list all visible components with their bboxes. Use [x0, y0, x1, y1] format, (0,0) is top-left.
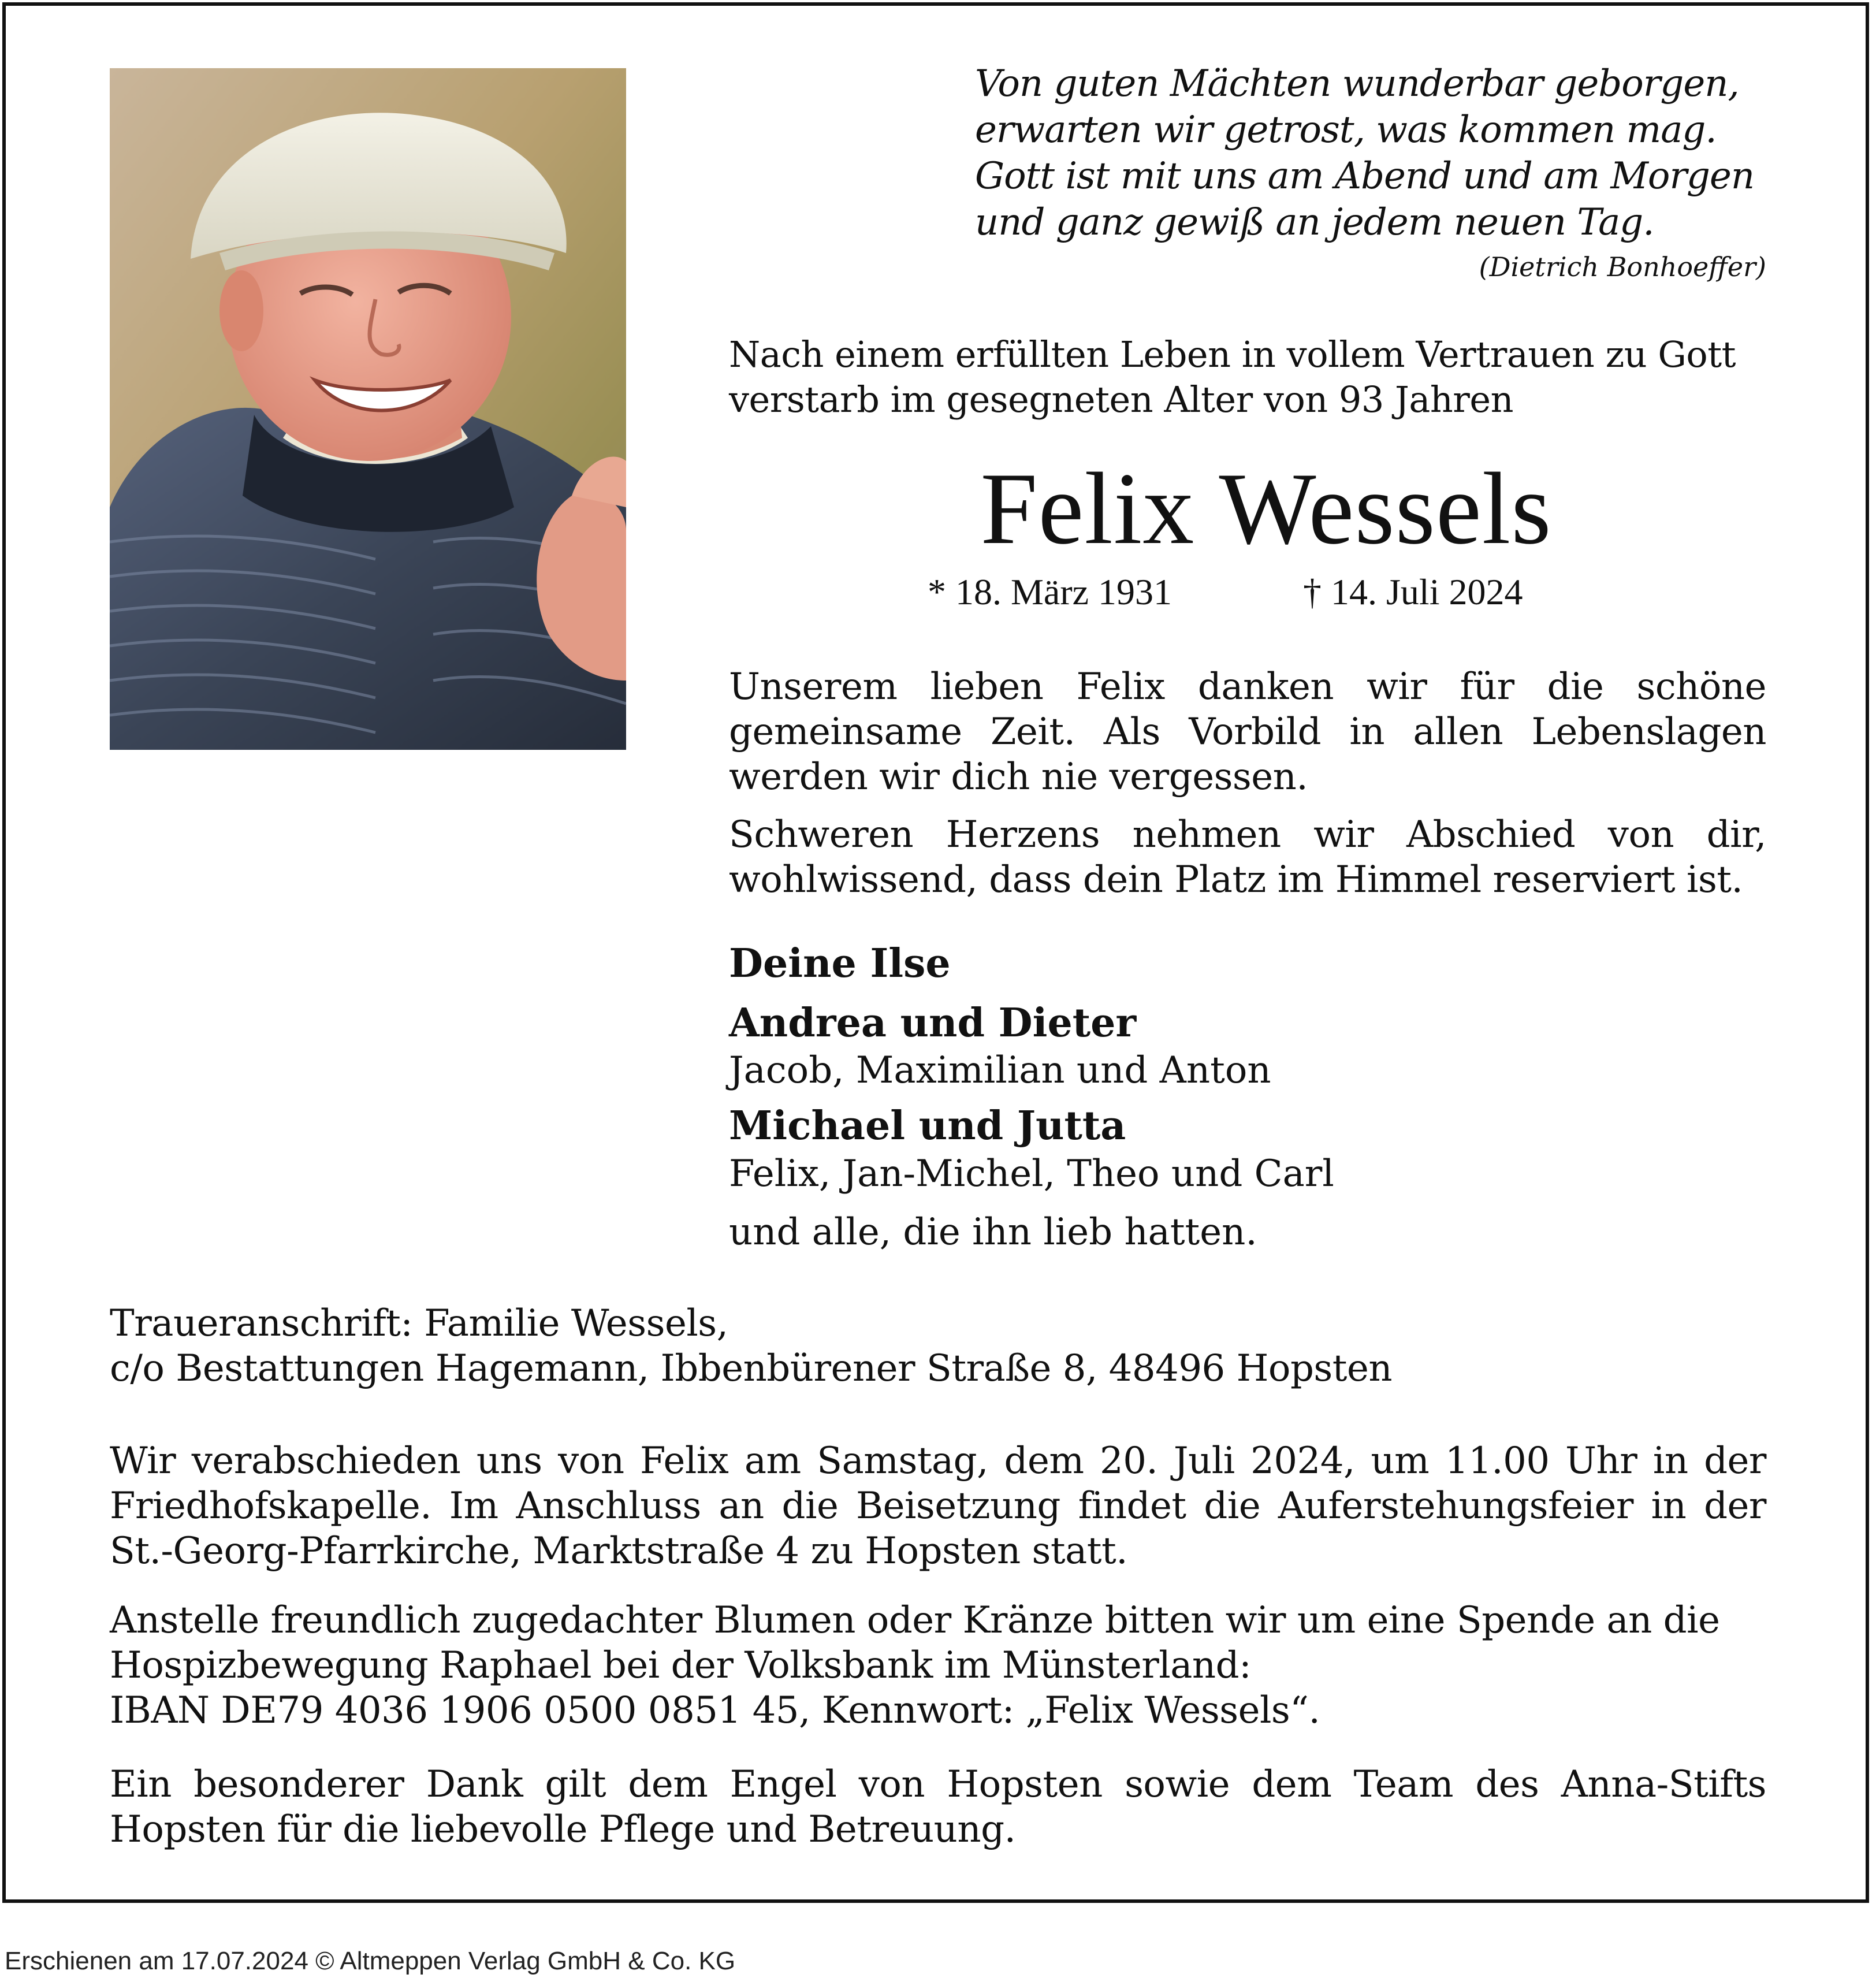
- donation-line-1: Anstelle freundlich zugedachter Blumen oder Kränze bitten wir um eine Spende an die: [110, 1599, 1720, 1642]
- quote-author: (Dietrich Bonhoeffer): [1479, 251, 1766, 282]
- donation-line-2: Hospizbewegung Raphael bei der Volksbank im Münsterland:: [110, 1644, 1252, 1687]
- quote-line: Gott ist mit uns am Abend und am Morgen: [975, 155, 1755, 198]
- mourner-family-1: Andrea und Dieter: [729, 1000, 1137, 1046]
- mourner-others: und alle, die ihn lieb hatten.: [729, 1211, 1257, 1254]
- portrait-photo: [110, 68, 626, 750]
- intro-line-2: verstarb im gesegneten Alter von 93 Jahren: [729, 378, 1514, 421]
- mourner-wife: Deine Ilse: [729, 940, 951, 987]
- quote-line: und ganz gewiß an jedem neuen Tag.: [975, 201, 1654, 244]
- funeral-info: Wir verabschieden uns von Felix am Samstag, dem 20. Juli 2024, um 11.00 Uhr in der Friedhofskapelle. Im Anschluss an die Beisetzung findet die Auferstehungsfeier in der St.-Georg-Pfarrkirche, Marktstraße 4 zu Hopsten statt.: [110, 1440, 1766, 1572]
- address-line-1: Traueranschrift: Familie Wessels,: [110, 1302, 728, 1345]
- thanks-note: Ein besonderer Dank gilt dem Engel von Hopsten sowie dem Team des Anna-Stifts Hopsten für die liebevolle Pflege und Betreuung.: [110, 1763, 1766, 1851]
- publication-footer: Erschienen am 17.07.2024 © Altmeppen Verlag GmbH & Co. KG: [5, 1947, 736, 1975]
- portrait-image: [110, 68, 626, 750]
- mourner-family-1-children: Jacob, Maximilian und Anton: [729, 1049, 1271, 1092]
- quote-line: Von guten Mächten wunderbar geborgen,: [975, 62, 1739, 105]
- intro-text: [729, 332, 1766, 422]
- bonhoeffer-quote: [975, 61, 1766, 246]
- intro-line-1: Nach einem erfüllten Leben in vollem Vertrauen zu Gott: [729, 333, 1736, 375]
- quote-line: erwarten wir getrost, was kommen mag.: [975, 109, 1717, 151]
- deceased-name: Felix Wessels: [980, 451, 1552, 566]
- death-date: † 14. Juli 2024: [1303, 571, 1523, 612]
- mourner-family-2-children: Felix, Jan-Michel, Theo und Carl: [729, 1152, 1334, 1195]
- message-paragraph-1: Unserem lieben Felix danken wir für die schöne gemeinsame Zeit. Als Vorbild in allen Lebenslagen werden wir dich nie vergessen.: [729, 665, 1766, 798]
- mourner-family-2: Michael und Jutta: [729, 1103, 1126, 1149]
- mourning-address: [110, 1301, 1766, 1391]
- birth-date: * 18. März 1931: [928, 571, 1172, 612]
- address-line-2: c/o Bestattungen Hagemann, Ibbenbürener Straße 8, 48496 Hopsten: [110, 1347, 1393, 1390]
- donation-iban: IBAN DE79 4036 1906 0500 0851 45, Kennwort: „Felix Wessels“.: [110, 1689, 1320, 1732]
- donation-info: [110, 1598, 1766, 1733]
- message-paragraph-2: Schweren Herzens nehmen wir Abschied von dir, wohlwissend, dass dein Platz im Himmel reserviert ist.: [729, 813, 1766, 901]
